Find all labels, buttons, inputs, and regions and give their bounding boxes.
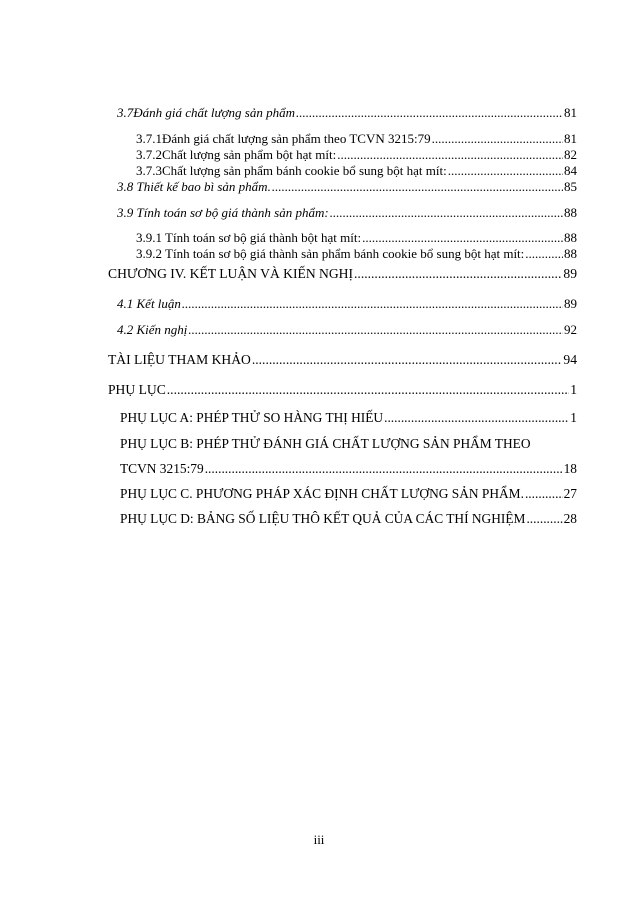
toc-page: 81: [564, 105, 577, 120]
toc-number: 3.7: [117, 105, 134, 120]
toc-entry-appendix[interactable]: [108, 382, 577, 398]
toc-entry-4-1[interactable]: [117, 296, 577, 312]
toc-entry-appendix-b[interactable]: [120, 461, 577, 477]
toc-entry-appendix-b-line1[interactable]: PHỤ LỤC B: PHÉP THỬ ĐÁNH GIÁ CHẤT LƯỢNG SẢN PHẨM THEO: [120, 436, 531, 451]
page-number: iii: [313, 832, 325, 847]
toc-leader: [526, 511, 562, 527]
toc-entry-3-8[interactable]: [117, 179, 577, 195]
toc-leader: [337, 147, 563, 163]
toc-leader: [205, 461, 563, 477]
toc-leader: [432, 131, 563, 147]
toc-title: PHỤ LỤC D: BẢNG SỐ LIỆU THÔ KẾT QUẢ CỦA CÁC THÍ NGHIỆM: [120, 511, 526, 526]
toc-page: 1: [570, 410, 577, 425]
toc-number: 3.7.2: [136, 147, 162, 162]
toc-leader: [525, 486, 563, 502]
toc-title: Chất lượng sản phẩm bánh cookie bổ sung bột hạt mít:: [162, 163, 447, 178]
toc-entry-appendix-c[interactable]: [120, 486, 577, 502]
toc-entry-3-7-2[interactable]: [136, 147, 577, 163]
toc-leader: [272, 179, 563, 195]
toc-title: 4.2 Kiến nghị: [117, 322, 188, 337]
toc-entry-chapter-4[interactable]: [108, 266, 577, 282]
toc-title: PHỤ LỤC: [108, 382, 166, 397]
toc-page: 92: [564, 322, 577, 337]
toc-entry-3-7[interactable]: [117, 105, 577, 121]
toc-page: 88: [564, 246, 577, 261]
toc-title: Đánh giá chất lượng sản phẩm theo TCVN 3215:79: [162, 131, 431, 146]
toc-page: 82: [564, 147, 577, 162]
toc-title: TCVN 3215:79: [120, 461, 204, 476]
toc-page: 81: [564, 131, 577, 146]
toc-page: 28: [563, 511, 577, 526]
toc-page: 89: [564, 296, 577, 311]
toc-entry-appendix-a[interactable]: [120, 410, 577, 426]
toc-number: 3.7.3: [136, 163, 162, 178]
toc-number: 3.7.1: [136, 131, 162, 146]
toc-title: 3.9 Tính toán sơ bộ giá thành sản phẩm:: [117, 205, 329, 220]
toc-entry-3-7-1[interactable]: [136, 131, 577, 147]
toc-entry-3-7-3[interactable]: [136, 163, 577, 179]
toc-page: 88: [564, 205, 577, 220]
toc-entry-appendix-d[interactable]: [120, 511, 577, 527]
toc-title: CHƯƠNG IV. KẾT LUẬN VÀ KIẾN NGHỊ: [108, 266, 354, 281]
toc-leader: [354, 266, 562, 282]
toc-title: PHỤ LỤC A: PHÉP THỬ SO HÀNG THỊ HIẾU: [120, 410, 384, 425]
toc-title: Đánh giá chất lượng sản phẩm: [133, 105, 295, 120]
toc-leader: [330, 205, 563, 221]
toc-page: 85: [564, 179, 577, 194]
toc-page: 27: [563, 486, 577, 501]
toc-leader: [362, 230, 563, 246]
toc-page: 94: [563, 352, 577, 367]
toc-leader: [296, 105, 563, 121]
toc-page: 89: [563, 266, 577, 281]
toc-entry-3-9[interactable]: [117, 205, 577, 221]
toc-title: TÀI LIỆU THAM KHẢO: [108, 352, 251, 367]
toc-page: 18: [563, 461, 577, 476]
toc-leader: [252, 352, 563, 368]
toc-leader: [182, 296, 563, 312]
toc-leader: [384, 410, 569, 426]
toc-leader: [188, 322, 563, 338]
toc-entry-3-9-1[interactable]: [136, 230, 577, 246]
toc-title: 3.9.1 Tính toán sơ bộ giá thành bột hạt mít:: [136, 230, 362, 245]
toc-entry-3-9-2[interactable]: [136, 246, 577, 262]
toc-leader: [525, 246, 563, 262]
toc-page: 84: [564, 163, 577, 178]
toc-entry-references[interactable]: [108, 352, 577, 368]
toc-title: 3.9.2 Tính toán sơ bộ giá thành sản phẩm bánh cookie bổ sung bột hạt mít:: [136, 246, 525, 261]
toc-title: Chất lượng sản phẩm bột hạt mít:: [162, 147, 337, 162]
toc-title: 4.1 Kết luận: [117, 296, 181, 311]
toc-leader: [448, 163, 563, 179]
toc-entry-4-2[interactable]: [117, 322, 577, 338]
toc-page: 1: [570, 382, 577, 397]
toc-title: 3.8 Thiết kế bao bì sản phẩm.: [117, 179, 271, 194]
toc-title: PHỤ LỤC C. PHƯƠNG PHÁP XÁC ĐỊNH CHẤT LƯỢNG SẢN PHẨM.: [120, 486, 524, 501]
toc-leader: [167, 382, 569, 398]
toc-page: 88: [564, 230, 577, 245]
